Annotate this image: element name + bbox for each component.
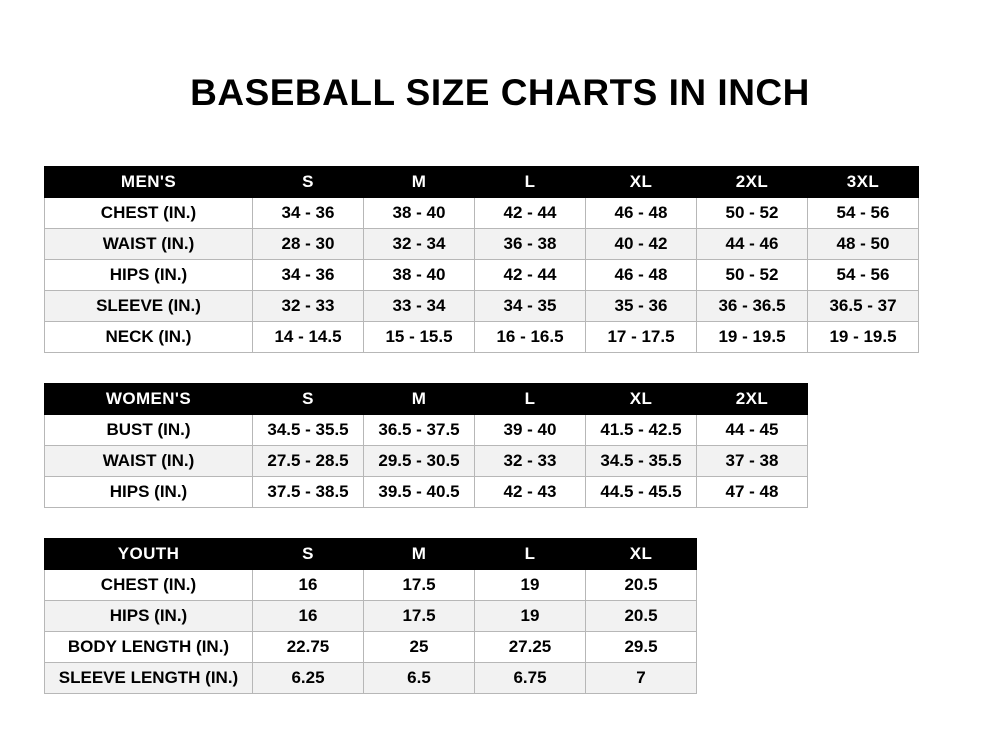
row-label: BODY LENGTH (IN.) [45, 632, 253, 663]
womens-size-table [44, 383, 808, 508]
table-cell: 16 [253, 570, 364, 601]
row-label: SLEEVE LENGTH (IN.) [45, 663, 253, 694]
table-cell: 44 - 45 [697, 415, 808, 446]
table-row [45, 632, 697, 663]
table-cell: 42 - 44 [475, 260, 586, 291]
table-header-row [45, 167, 919, 198]
table-row [45, 229, 919, 260]
row-label: WAIST (IN.) [45, 446, 253, 477]
table-cell: 44 - 46 [697, 229, 808, 260]
column-header: S [253, 539, 364, 570]
table-cell: 7 [586, 663, 697, 694]
table-cell: 25 [364, 632, 475, 663]
column-header: M [364, 167, 475, 198]
table-cell: 34.5 - 35.5 [586, 446, 697, 477]
column-header: 3XL [808, 167, 919, 198]
table-cell: 54 - 56 [808, 198, 919, 229]
table-row [45, 198, 919, 229]
table-cell: 19 [475, 570, 586, 601]
column-header: L [475, 384, 586, 415]
table-row [45, 663, 697, 694]
table-cell: 20.5 [586, 601, 697, 632]
table-cell: 54 - 56 [808, 260, 919, 291]
table-cell: 36 - 38 [475, 229, 586, 260]
table-cell: 19 - 19.5 [808, 322, 919, 353]
row-label: NECK (IN.) [45, 322, 253, 353]
table-cell: 22.75 [253, 632, 364, 663]
table-header-row [45, 539, 697, 570]
row-label: SLEEVE (IN.) [45, 291, 253, 322]
table-cell: 16 [253, 601, 364, 632]
column-header: 2XL [697, 167, 808, 198]
table-cell: 42 - 44 [475, 198, 586, 229]
table-cell: 46 - 48 [586, 198, 697, 229]
table-cell: 15 - 15.5 [364, 322, 475, 353]
table-cell: 16 - 16.5 [475, 322, 586, 353]
table-cell: 29.5 - 30.5 [364, 446, 475, 477]
row-label: CHEST (IN.) [45, 198, 253, 229]
table-cell: 37.5 - 38.5 [253, 477, 364, 508]
table-cell: 32 - 33 [253, 291, 364, 322]
table-cell: 17 - 17.5 [586, 322, 697, 353]
table-cell: 36.5 - 37 [808, 291, 919, 322]
table-cell: 17.5 [364, 570, 475, 601]
table-cell: 48 - 50 [808, 229, 919, 260]
table-row [45, 477, 808, 508]
table-row [45, 446, 808, 477]
column-header: L [475, 539, 586, 570]
table-row [45, 322, 919, 353]
table-cell: 6.5 [364, 663, 475, 694]
row-label: CHEST (IN.) [45, 570, 253, 601]
table-cell: 33 - 34 [364, 291, 475, 322]
column-header: S [253, 167, 364, 198]
table-cell: 28 - 30 [253, 229, 364, 260]
column-header: YOUTH [45, 539, 253, 570]
column-header: M [364, 539, 475, 570]
table-cell: 42 - 43 [475, 477, 586, 508]
table-cell: 39 - 40 [475, 415, 586, 446]
table-row [45, 291, 919, 322]
table-cell: 19 [475, 601, 586, 632]
table-cell: 32 - 34 [364, 229, 475, 260]
table-cell: 19 - 19.5 [697, 322, 808, 353]
column-header: MEN'S [45, 167, 253, 198]
table-cell: 34.5 - 35.5 [253, 415, 364, 446]
table-row [45, 260, 919, 291]
page-title: BASEBALL SIZE CHARTS IN INCH [190, 72, 810, 113]
table-row [45, 601, 697, 632]
row-label: HIPS (IN.) [45, 260, 253, 291]
table-row [45, 415, 808, 446]
table-cell: 47 - 48 [697, 477, 808, 508]
column-header: XL [586, 384, 697, 415]
column-header: XL [586, 167, 697, 198]
column-header: S [253, 384, 364, 415]
table-cell: 34 - 36 [253, 260, 364, 291]
row-label: HIPS (IN.) [45, 477, 253, 508]
table-cell: 36.5 - 37.5 [364, 415, 475, 446]
table-cell: 36 - 36.5 [697, 291, 808, 322]
table-cell: 27.25 [475, 632, 586, 663]
table-cell: 29.5 [586, 632, 697, 663]
table-cell: 50 - 52 [697, 198, 808, 229]
column-header: L [475, 167, 586, 198]
table-row [45, 570, 697, 601]
table-cell: 37 - 38 [697, 446, 808, 477]
table-cell: 50 - 52 [697, 260, 808, 291]
table-cell: 38 - 40 [364, 260, 475, 291]
table-cell: 32 - 33 [475, 446, 586, 477]
column-header: XL [586, 539, 697, 570]
table-cell: 34 - 35 [475, 291, 586, 322]
column-header: 2XL [697, 384, 808, 415]
table-cell: 35 - 36 [586, 291, 697, 322]
table-cell: 17.5 [364, 601, 475, 632]
row-label: HIPS (IN.) [45, 601, 253, 632]
table-cell: 20.5 [586, 570, 697, 601]
table-cell: 44.5 - 45.5 [586, 477, 697, 508]
table-cell: 39.5 - 40.5 [364, 477, 475, 508]
charts-container [0, 166, 1000, 694]
column-header: M [364, 384, 475, 415]
youth-size-table [44, 538, 697, 694]
table-cell: 38 - 40 [364, 198, 475, 229]
table-cell: 34 - 36 [253, 198, 364, 229]
table-cell: 14 - 14.5 [253, 322, 364, 353]
table-cell: 27.5 - 28.5 [253, 446, 364, 477]
table-header-row [45, 384, 808, 415]
table-cell: 40 - 42 [586, 229, 697, 260]
table-cell: 6.75 [475, 663, 586, 694]
row-label: BUST (IN.) [45, 415, 253, 446]
table-cell: 6.25 [253, 663, 364, 694]
column-header: WOMEN'S [45, 384, 253, 415]
table-cell: 46 - 48 [586, 260, 697, 291]
row-label: WAIST (IN.) [45, 229, 253, 260]
mens-size-table [44, 166, 919, 353]
table-cell: 41.5 - 42.5 [586, 415, 697, 446]
